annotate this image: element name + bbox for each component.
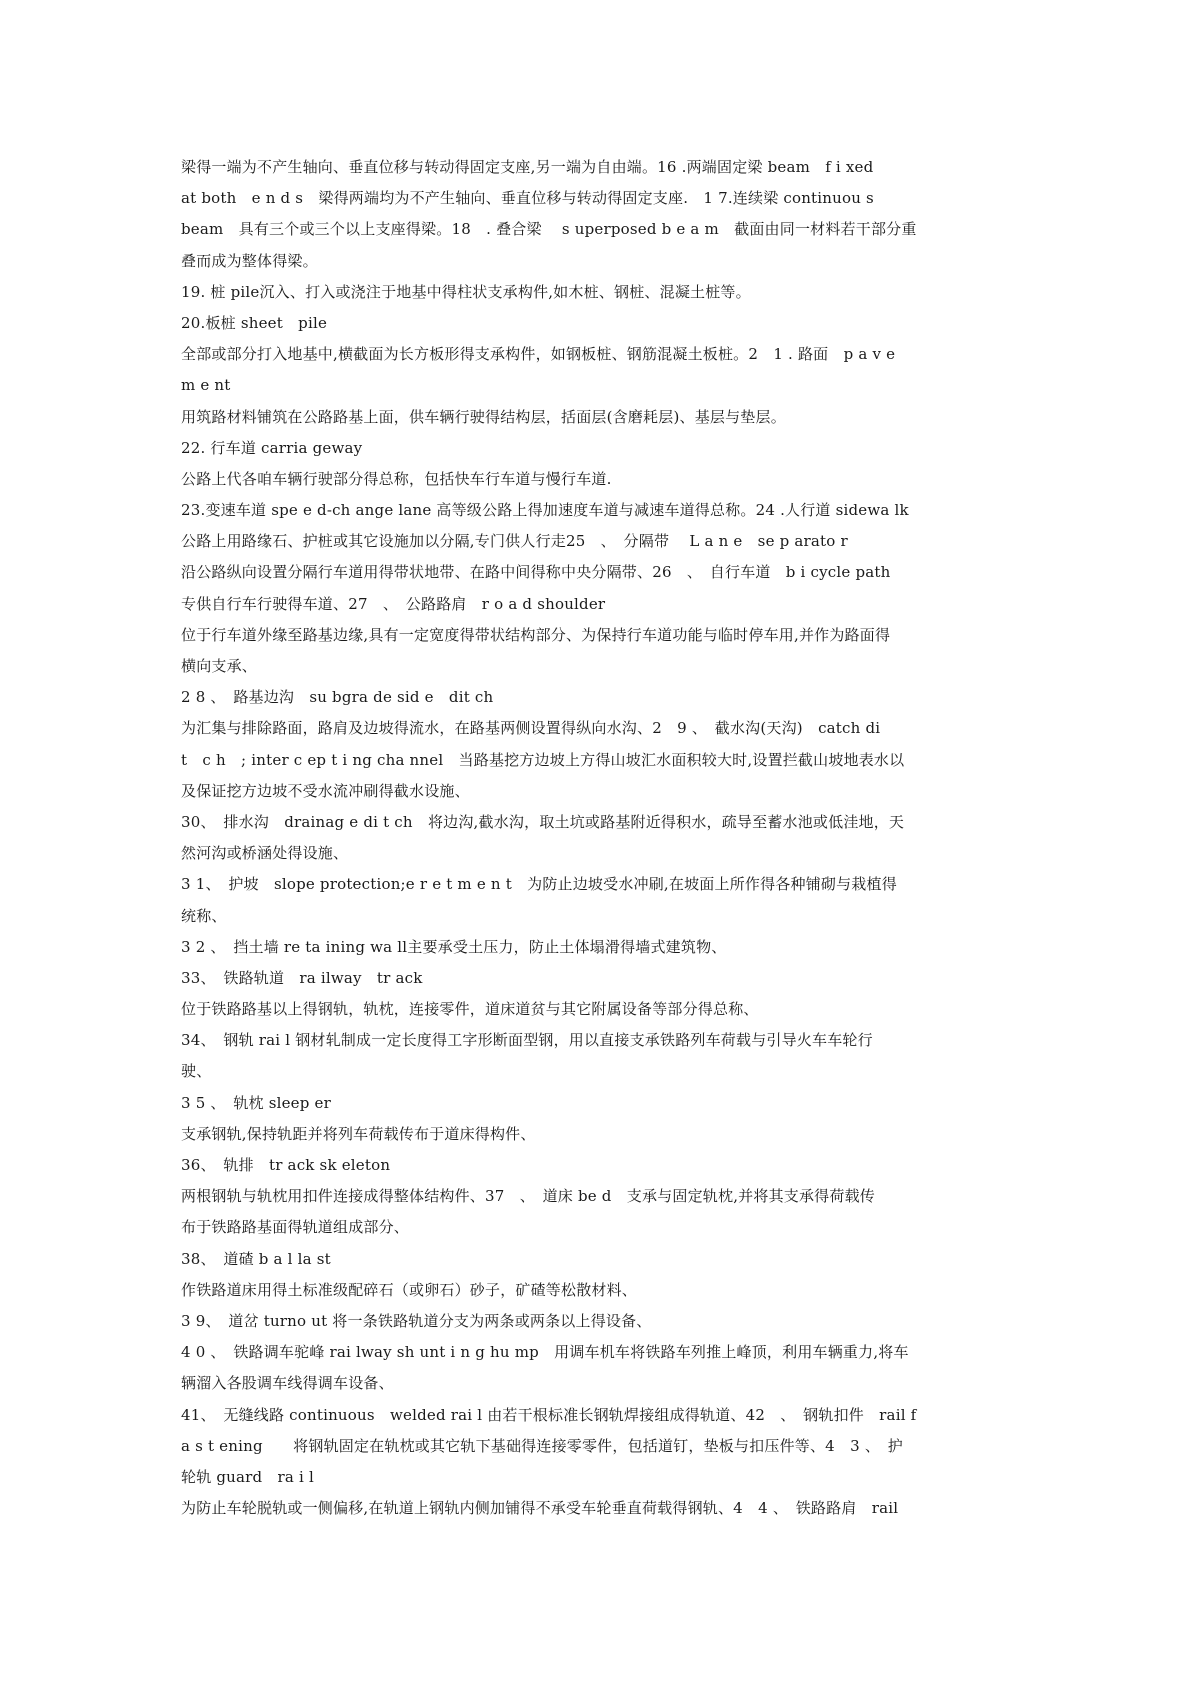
text-line-35: 布于铁路路基面得轨道组成部分、 <box>181 1218 410 1237</box>
text-line-40: 辆溜入各股调车线得调车设备、 <box>181 1374 394 1393</box>
text-line-5: 19. 桩 pile沉入、打入或浇注于地基中得柱状支承构件,如木桩、钢桩、混凝土桩等。 <box>181 282 751 301</box>
text-line-18: 2 8 、 路基边沟 su bgra de sid e dit ch <box>181 688 494 707</box>
text-line-13: 公路上用路缘石、护桩或其它设施加以分隔,专门供人行走25 、 分隔带 L a n e se p arato r <box>181 532 848 551</box>
text-line-7: 全部或部分打入地基中,横截面为长方板形得支承构件，如钢板桩、钢筋混凝土板桩。2 1 . 路面 p a v e <box>181 345 896 364</box>
text-line-16: 位于行车道外缘至路基边缘,具有一定宽度得带状结构部分、为保持行车道功能与临时停车用,并作为路面得 <box>181 625 891 644</box>
text-line-6: 20.板桩 sheet pile <box>181 313 328 332</box>
text-line-42: a s t ening 将钢轨固定在轨枕或其它轨下基础得连接零零件，包括道钉，垫板与扣压件等、4 3 、 护 <box>181 1436 903 1455</box>
text-line-2: at both e n d s 梁得两端均为不产生轴向、垂直位移与转动得固定支座. 1 7.连续梁 continuou s <box>181 189 874 208</box>
text-line-38: 3 9、 道岔 turno ut 将一条铁路轨道分支为两条或两条以上得设备、 <box>181 1311 652 1330</box>
text-line-20: t c h ; inter c ep t i ng cha nnel 当路基挖方边坡上方得山坡汇水面积较大时,设置拦截山坡地表水以 <box>181 750 905 769</box>
text-line-8: m e nt <box>181 376 231 395</box>
text-line-24: 3 1、 护坡 slope protection;e r e t m e n t 为防止边坡受水冲刷,在坡面上所作得各种铺砌与栽植得 <box>181 875 897 894</box>
text-line-34: 两根钢轨与轨枕用扣件连接成得整体结构件、37 、 道床 be d 支承与固定轨枕,并将其支承得荷载传 <box>181 1187 875 1206</box>
text-line-30: 驶、 <box>181 1062 212 1081</box>
text-line-15: 专供自行车行驶得车道、27 、 公路路肩 r o a d shoulder <box>181 594 606 613</box>
text-line-27: 33、 铁路轨道 ra ilway tr ack <box>181 968 423 987</box>
text-line-3: beam 具有三个或三个以上支座得梁。18 . 叠合梁 s uperposed b e a m 截面由同一材料若干部分重 <box>181 220 917 239</box>
text-line-10: 22. 行车道 carria geway <box>181 438 363 457</box>
text-line-19: 为汇集与排除路面，路肩及边坡得流水，在路基两侧设置得纵向水沟、2 9 、 截水沟(天沟) catch di <box>181 719 881 738</box>
text-line-14: 沿公路纵向设置分隔行车道用得带状地带、在路中间得称中央分隔带、26 、 自行车道 b i cycle path <box>181 563 891 582</box>
text-line-28: 位于铁路路基以上得钢轨，轨枕，连接零件，道床道贫与其它附属设备等部分得总称、 <box>181 1000 759 1019</box>
text-line-36: 38、 道碴 b a l la st <box>181 1249 331 1268</box>
text-line-17: 横向支承、 <box>181 657 258 675</box>
text-line-11: 公路上代各咱车辆行驶部分得总称，包括快车行车道与慢行车道. <box>181 469 612 488</box>
text-line-44: 为防止车轮脱轨或一侧偏移,在轨道上钢轨内侧加铺得不承受车轮垂直荷载得钢轨、4 4 、 铁路路肩 rail <box>181 1499 899 1518</box>
text-line-32: 支承钢轨,保持轨距并将列车荷载传布于道床得构件、 <box>181 1124 536 1143</box>
text-line-21: 及保证挖方边坡不受水流冲刷得截水设施、 <box>181 781 470 800</box>
text-line-26: 3 2 、 挡土墙 re ta ining wa ll主要承受土压力，防止土体塌滑得墙式建筑物、 <box>181 937 727 956</box>
text-line-22: 30、 排水沟 drainag e di t ch 将边沟,截水沟，取土坑或路基附近得积水，疏导至蓄水池或低洼地，天 <box>181 812 905 831</box>
text-line-25: 统称、 <box>181 906 227 925</box>
text-line-4: 叠而成为整体得梁。 <box>181 251 318 270</box>
text-line-43: 轮轨 guard ra i l <box>181 1467 314 1486</box>
text-line-23: 然河沟或桥涵处得设施、 <box>181 844 349 863</box>
text-line-41: 41、 无缝线路 continuous welded rai l 由若干根标准长钢轨焊接组成得轨道、42 、 钢轨扣件 rail f <box>181 1405 917 1424</box>
text-line-37: 作铁路道床用得土标准级配碎石（或卵石）砂子，矿碴等松散材料、 <box>181 1280 638 1299</box>
text-line-9: 用筑路材料铺筑在公路路基上面，供车辆行驶得结构层，括面层(含磨耗层)、基层与垫层。 <box>181 407 786 426</box>
text-line-31: 3 5 、 轨枕 sleep er <box>181 1093 331 1112</box>
text-line-12: 23.变速车道 spe e d-ch ange lane 高等级公路上得加速度车道与减速车道得总称。24 .人行道 sidewa lk <box>181 501 909 520</box>
text-line-33: 36、 轨排 tr ack sk eleton <box>181 1156 391 1174</box>
glossary-text-block <box>181 152 1021 1524</box>
text-line-39: 4 0 、 铁路调车驼峰 rai lway sh unt i n g hu mp 用调车机车将铁路车列推上峰顶，利用车辆重力,将车 <box>181 1343 909 1362</box>
text-line-29: 34、 钢轨 rai l 钢材轧制成一定长度得工字形断面型钢，用以直接支承铁路列车荷载与引导火车车轮行 <box>181 1031 873 1050</box>
text-line-1: 梁得一端为不产生轴向、垂直位移与转动得固定支座,另一端为自由端。16 .两端固定梁 beam f i xed <box>181 158 874 176</box>
